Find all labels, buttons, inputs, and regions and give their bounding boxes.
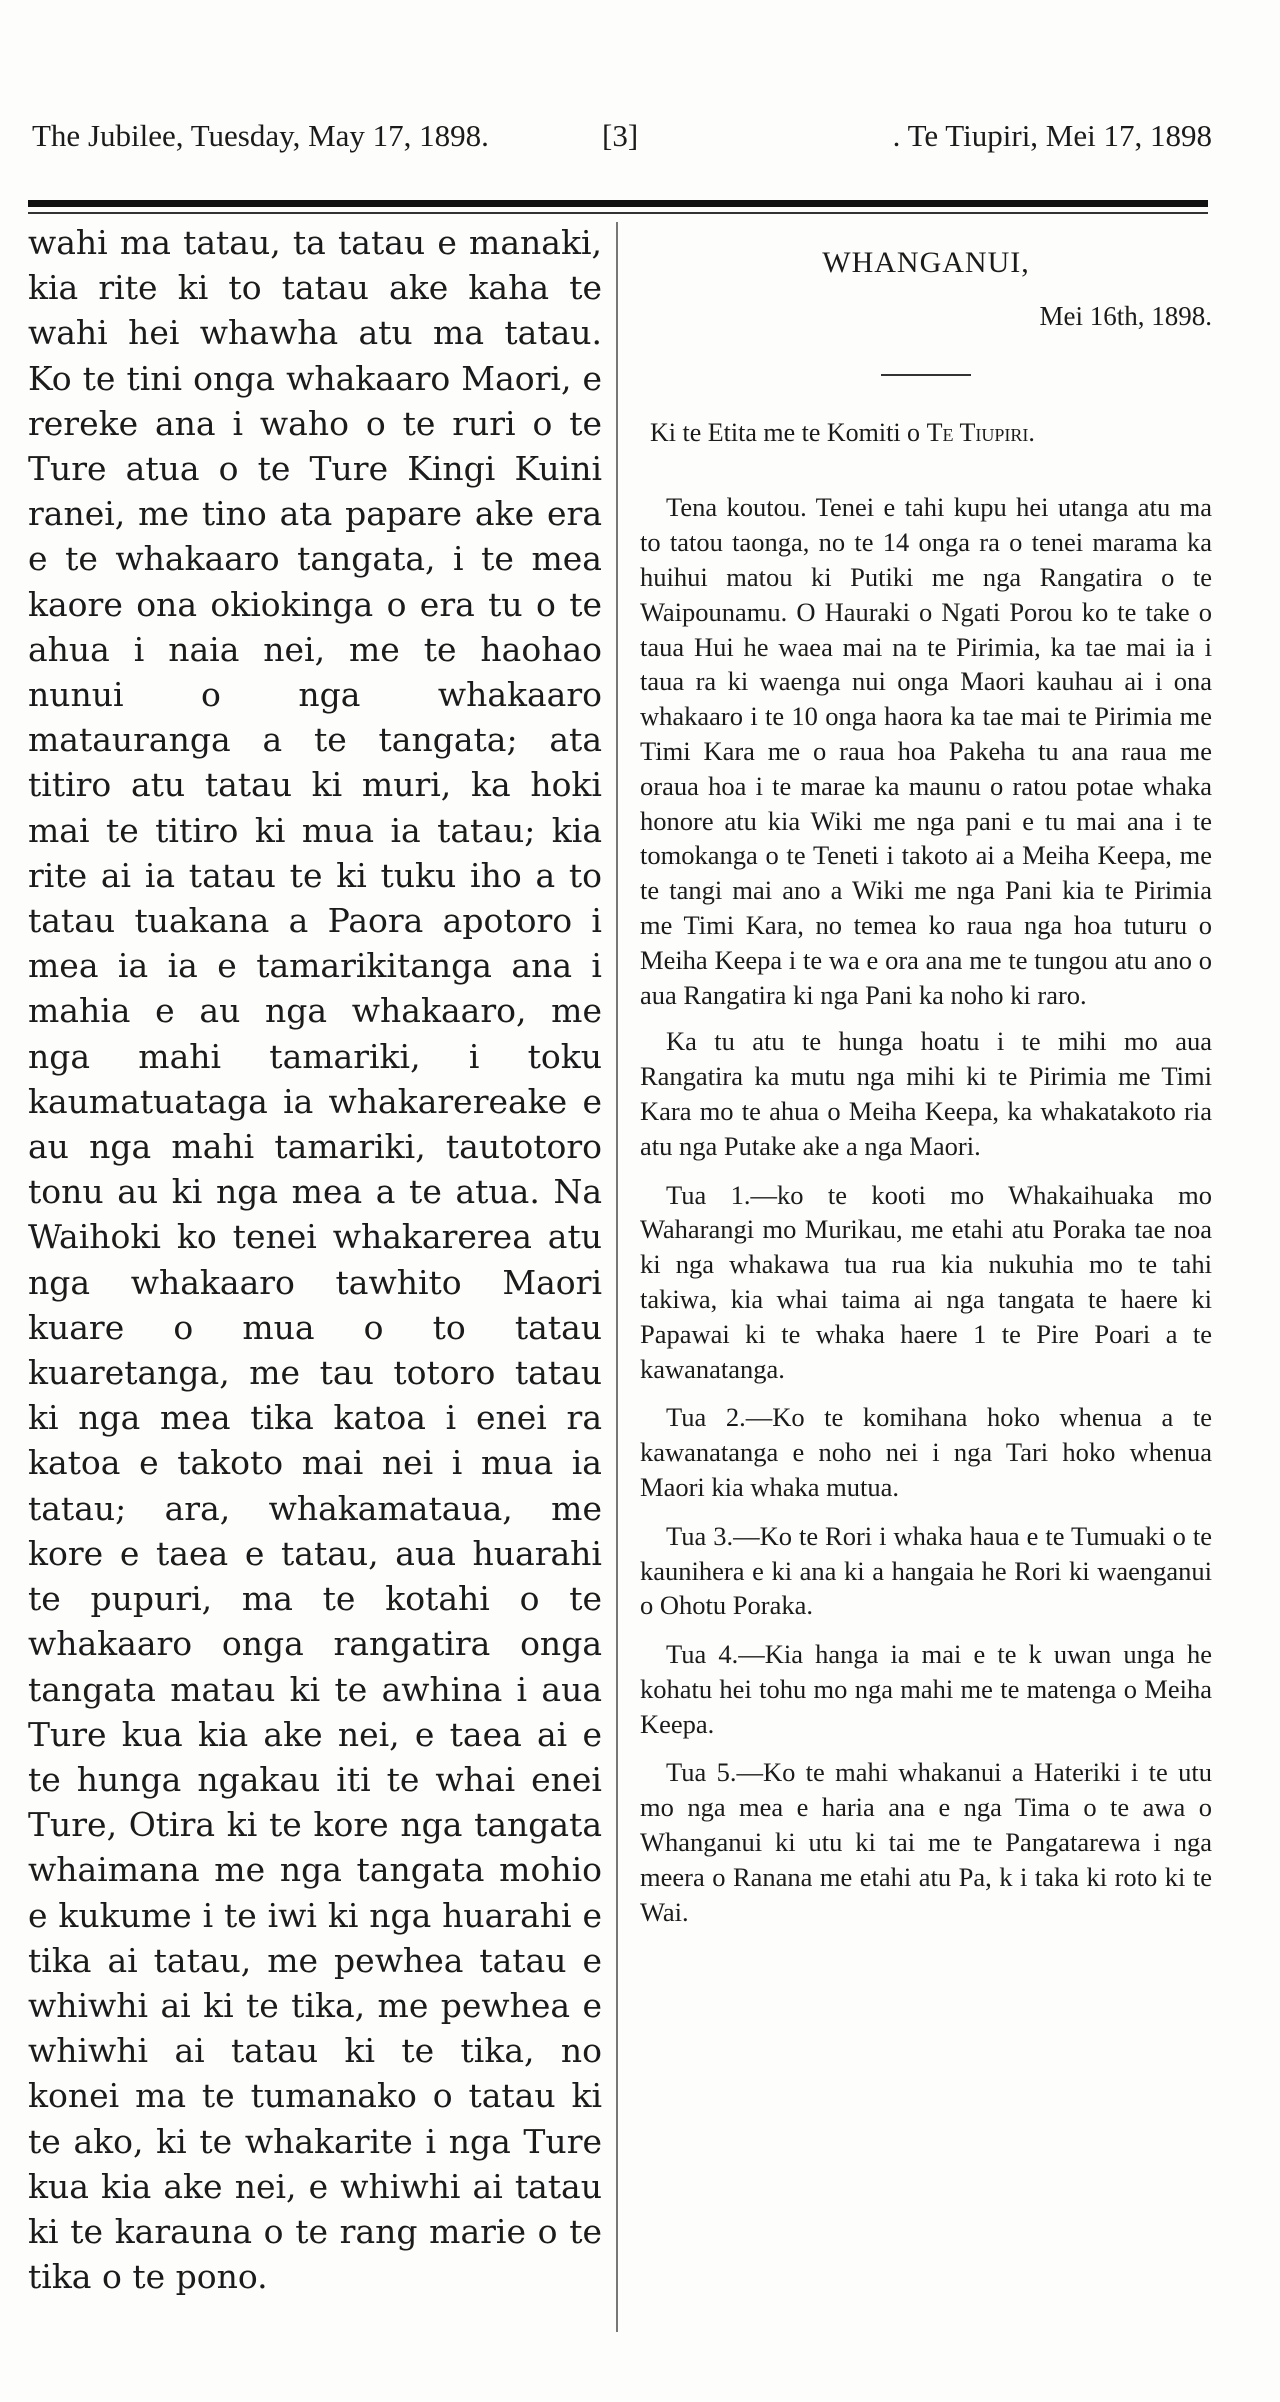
short-rule: [881, 374, 971, 376]
letter-paragraph: Ka tu atu te hunga hoatu i te mihi mo aua Rangatira ka mutu nga mihi ki te Pirimia me Timi Kara mo te ahua o Meiha Keepa, ka whakatakoto ria atu nga Putake ake a nga Maori.: [640, 1026, 1212, 1161]
letter-point-5: Tua 5.—Ko te mahi whakanui a Hateriki i te utu mo nga mea e haria ana e nga Tima o te awa o Whanganui ki utu ki tai me te Pangatarewa i nga meera o Ranana me etahi atu Pa, k i taka ki roto ki te Wai.: [640, 1757, 1212, 1927]
addressee-newspaper: Te Tiupiri.: [926, 417, 1035, 447]
letter-point-4: Tua 4.—Kia hanga ia mai e te k uwan unga he kohatu hei tohu mo nga mahi me te matenga o Meiha Keepa.: [640, 1639, 1212, 1739]
running-head: [32, 118, 1212, 178]
letter-addressee: [650, 416, 1212, 451]
letter-paragraph: Tena koutou. Tenei e tahi kupu hei utanga atu ma to tatou taonga, no te 14 onga ra o tenei marama ka huihui matou ki Putiki me nga Rangatira o te Waipounamu. O Hauraki o Ngati Porou ko te take o taua Hui he waea mai na te Pirimia, ka tae mai ia i taua ra ki waenga nui onga Maori kauhau ai i ona whakaaro i te 10 onga haora ka tae mai te Pirimia me Timi Kara me o raua hoa Pakeha tu ana raua me oraua hoa i te marae ka maunu o ratou potae whaka honore atu kia Wiki me nga pani e tu mai ana i te tomokanga o te Teneti i takoto ai a Meiha Keepa, me te tangi mai ano a Wiki me nga Pani kia te Pirimia me Timi Kara, no temea ko raua nga hoa tuturu o Meiha Keepa i te wa e ora ana me te tungou atu ano o aua Rangatira ki nga Pani ka noho ki raro.: [640, 492, 1212, 1010]
letter-point-1: Tua 1.—ko te kooti mo Whakaihuaka mo Waharangi mo Murikau, me etahi atu Poraka tae noa ki nga whakawa tua rua kia nukuhia mo te tahi takiwa, kia whai taima ai nga tangata te haere ki Papawai ki te whaka haere 1 te Pire Poari a te kawanatanga.: [640, 1179, 1212, 1384]
running-head-english: The Jubilee, Tuesday, May 17, 1898.: [32, 118, 489, 153]
left-column-text: wahi ma tatau, ta tatau e manaki, kia rite ki to tatau ake kaha te wahi hei whawha atu ma tatau. Ko te tini onga whakaaro Maori, e rereke ana i waho o te ruri o te Ture atua o te Ture Kingi Kuini ranei, me tino ata papare ake era e te whakaaro tangata, i te mea kaore ona okiokinga o era tu o te ahua i naia nei, me te haohao nunui o nga whakaaro matauranga a te tangata; ata titiro atu tatau ki muri, ka hoki mai te titiro ki mua ia tatau; kia rite ai ia tatau te ki tuku iho a to tatau tuakana a Paora apotoro i mea ia ia e tamarikitanga ana i mahia e au nga whakaaro, me nga mahi tamariki, i toku kaumatuataga ia whakarereake e au nga mahi tamariki, tautotoro tonu au ki nga mea a te atua. Na Waihoki ko tenei whakarerea atu nga whakaaro tawhito Maori kuare o mua o to tatau kuaretanga, me tau totoro tatau ki nga mea tika katoa i enei ra katoa e takoto mai nei i mua ia tatau; ara, whakamataua, me kore e taea e tatau, aua huarahi te pupuri, ma te kotahi o te whakaaro onga rangatira onga tangata matau ki te awhina i aua Ture kua kia ake nei, e taea ai e te hunga ngakau iti te whai enei Ture, Otira ki te kore nga tangata whaimana me nga tangata mohio e kukume i te iwi ki nga huarahi e tika ai tatau, me pewhea tatau e whiwhi ai ki te tika, me pewhea e whiwhi ai tatau ki te tika, no konei ma te tumanako o tatau ki te ako, ki te whakarite i nga Ture kua kia ake nei, e whiwhi ai tatau ki te karauna o te rang marie o te tika o te pono.: [28, 223, 602, 2297]
left-column: [28, 220, 602, 2299]
page-number: [3]: [602, 118, 639, 153]
addressee-prefix: Ki te Etita me te Komiti o: [650, 417, 921, 447]
letter-point-3: Tua 3.—Ko te Rori i whaka haua e te Tumuaki o te kaunihera e ki ana ki a hangaia he Rori ki waenganui o Ohotu Poraka.: [640, 1520, 1212, 1621]
letter-place: WHANGANUI,: [822, 246, 1030, 279]
letter-date: Mei 16th, 1898.: [1039, 300, 1212, 331]
running-head-maori: . Te Tiupiri, Mei 17, 1898: [892, 118, 1212, 153]
column-divider: [616, 222, 618, 2332]
letter-point-2: Tua 2.—Ko te komihana hoko whenua a te kawanatanga e noho nei i nga Tari hoko whenua Maori kia whaka mutua.: [640, 1402, 1212, 1502]
header-rule-thin: [28, 212, 1208, 214]
header-rule-thick: [28, 200, 1208, 207]
right-column: [640, 228, 1212, 1943]
